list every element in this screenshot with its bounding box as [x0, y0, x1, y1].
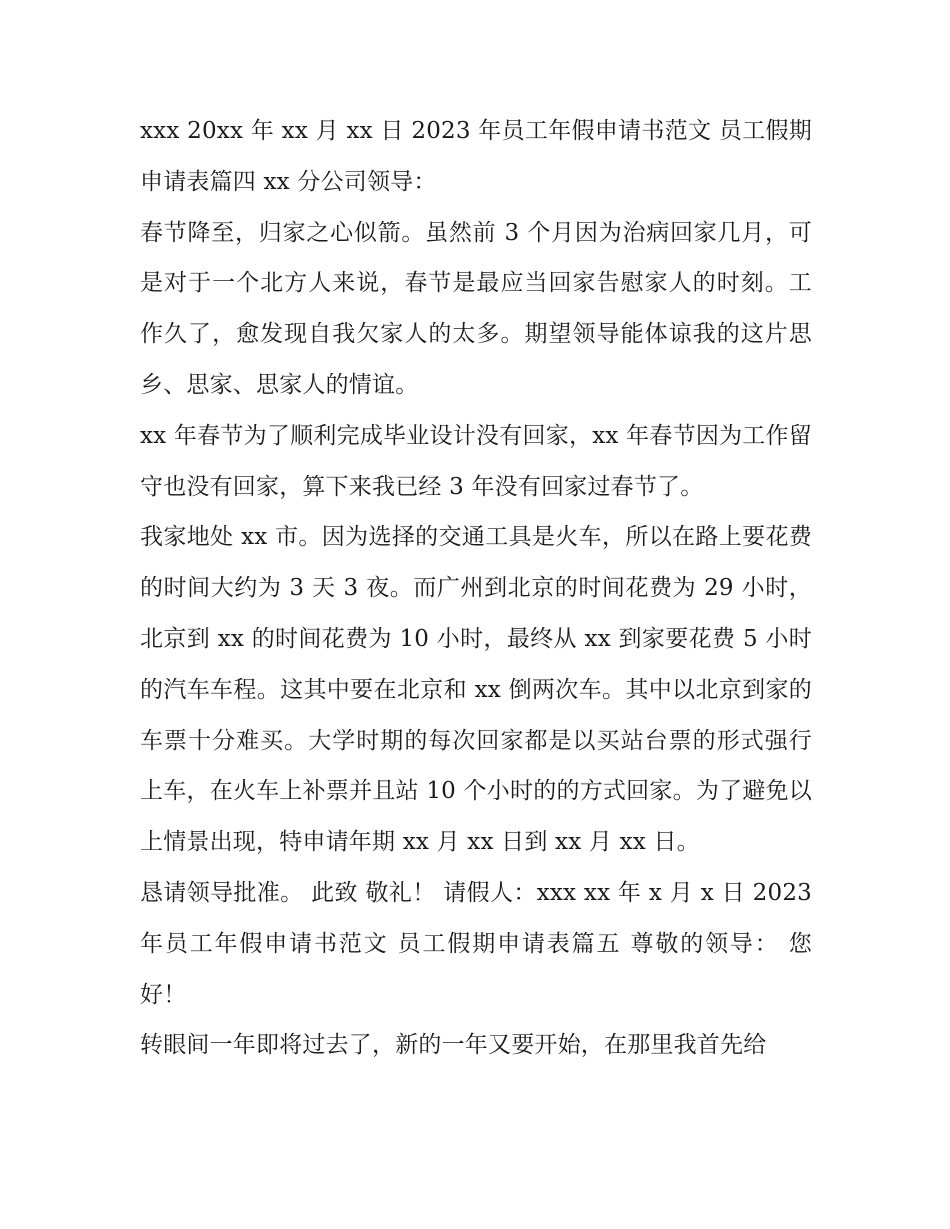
paragraph-past-years: xx 年春节为了顺利完成毕业设计没有回家，xx 年春节因为工作留守也没有回家，算下来我已经 3 年没有回家过春节了。 [140, 422, 812, 500]
paragraph-new-year: 转眼间一年即将过去了，新的一年又要开始，在那里我首先给 [140, 1032, 767, 1059]
paragraph-travel: 我家地处 xx 市。因为选择的交通工具是火车，所以在路上要花费的时间大约为 3 天 3 夜。而广州到北京的时间花费为 29 小时，北京到 xx 的时间花费为 10 小时，最终从 xx 到家要花费 5 小时的汽车车程。这其中要在北京和 xx 倒两次车。其中以北京到家的车票十分难买。大学时期的每次回家都是以买站台票的形式强行上车，在火车上补票并且站 10 个小时的的方式回家。为了避免以上情景出现，特申请年期 xx 月 xx 日到 xx 月 xx 日。 [140, 524, 812, 856]
paragraph-heading: xxx 20xx 年 xx 月 xx 日 2023 年员工年假申请书范文 员工假期申请表篇四 xx 分公司领导： [140, 118, 812, 195]
document-body [140, 106, 812, 1071]
paragraph-spring-festival: 春节降至，归家之心似箭。虽然前 3 个月因为治病回家几月，可是对于一个北方人来说，春节是最应当回家告慰家人的时刻。工作久了，愈发现自我欠家人的太多。期望领导能体谅我的这片思乡、思家、思家人的情谊。 [140, 219, 812, 398]
paragraph-closing: 恳请领导批准。 此致 敬礼！ 请假人：xxx xx 年 x 月 x 日 2023 年员工年假申请书范文 员工假期申请表篇五 尊敬的领导： 您好！ [140, 879, 812, 1008]
